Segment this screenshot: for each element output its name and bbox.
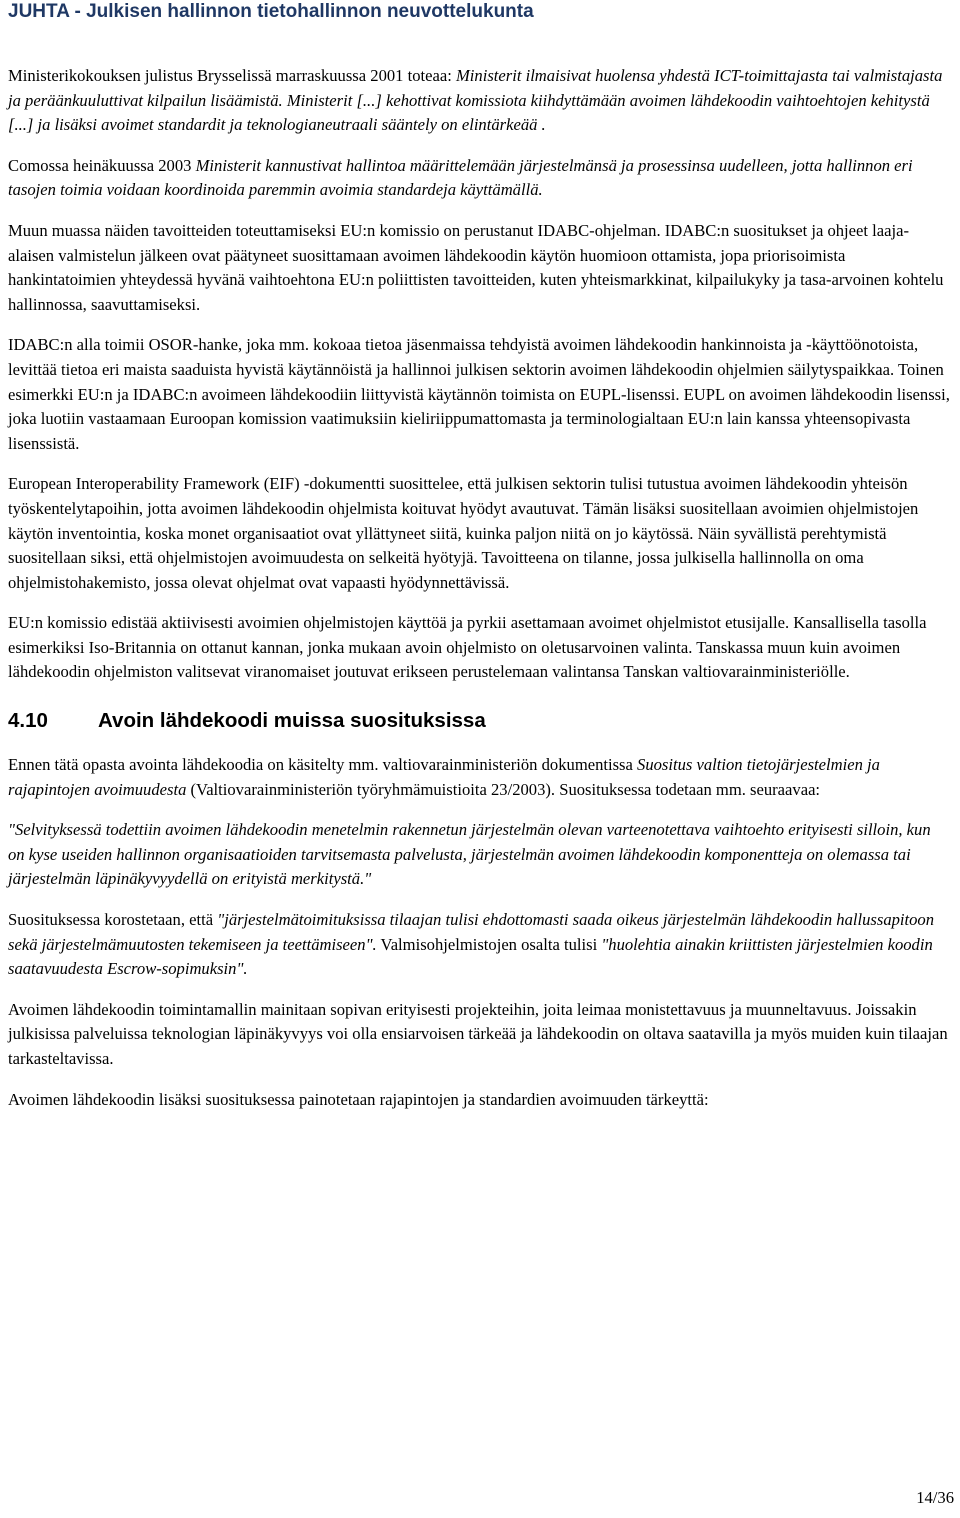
- paragraph-eu-commission: EU:n komissio edistää aktiivisesti avoimien ohjelmistojen käyttöä ja pyrkii asettamaan avoimet ohjelmistot etusijalle. Kansallisella tasolla esimerkiksi Iso-Britannia on ottanut kannan, jonka mukaan avoin ohjelmisto on oletusarvoinen valinta. Tanskassa muun kuin avoimen lähdekoodin ohjelmiston valitsevat viranomaiset joutuvat erikseen perustelemaan valintansa Tanskan valtiovarainministeriölle.: [8, 613, 927, 682]
- paragraph-como-2003: [8, 154, 950, 203]
- paragraph-eif: European Interoperability Framework (EIF) -dokumentti suosittelee, että julkisen sektorin tulisi tutustua avoimen lähdekoodin yhteisön työskentelytapoihin, jotta avoimen lähdekoodin ohjelmista koituvat hyödyt avautuvat. Tämän lisäksi suositellaan avoimien ohjelmistojen käytön inventointia, koska monet organisaatiot ovat yllättyneet siitä, kuinka paljon niitä on jo käytössä. Näin syvällistä perehtymistä suositellaan siksi, että ohjelmistojen avoimuudesta on selkeitä hyötyjä. Tavoitteena on tilanne, jossa julkisella hallinnolla on oma ohjelmistohakemisto, jossa olevat ohjelmat ovat vapaasti hyödynnettävissä.: [8, 474, 919, 592]
- paragraph-osor: IDABC:n alla toimii OSOR-hanke, joka mm. kokoaa tietoa jäsenmaissa tehdyistä avoimen lähdekoodin hankinnoista ja -käyttöönotoista, levittää tietoa eri maista saaduista hyvistä käytännöistä ja hallinnoi julkisen sektorin avoimen lähdekoodin ohjelmien säilytyspaikkaa. Toinen esimerkki EU:n ja IDABC:n avoimeen lähdekoodiin liittyvistä käytännön toimista on EUPL-lisenssi. EUPL on avoimen lähdekoodin lisenssi, joka luotiin vastaamaan Euroopan komission vaatimuksiin kieliriippumattomasta ja terminologialtaan EU:n lain kanssa yhteensopivasta lisenssistä.: [8, 335, 950, 453]
- paragraph-operating-model: Avoimen lähdekoodin toimintamallin mainitaan sopivan erityisesti projekteihin, joita leimaa monistettavuus ja muunneltavuus. Joissakin julkisissa palveluissa teknologian läpinäkyvyys voi olla ensiarvoisen tärkeää ja lähdekoodin on oltava saatavilla ja myös muiden kuin tilaajan tarkasteltavissa.: [8, 999, 948, 1068]
- section-heading: [8, 707, 950, 735]
- document-body: [8, 64, 950, 1128]
- document-title-italic: Suositus valtion tietojärjestelmien ja rajapintojen avoimuudesta: [8, 755, 880, 799]
- paragraph-text: (Valtiovarainministeriön työryhmämuistioita 23/2003). Suosituksessa todetaan mm. seuraavaa:: [186, 779, 821, 799]
- paragraph-text: Ministerikokouksen julistus Brysselissä marraskuussa 2001 toteaa:: [8, 66, 456, 85]
- section-number: 4.10: [8, 709, 48, 733]
- paragraph-text: Comossa heinäkuussa 2003: [8, 155, 196, 175]
- paragraph-brussels-declaration: [8, 64, 950, 138]
- quoted-text: Ministerit kannustivat hallintoa määrittelemään järjestelmänsä ja prosessinsa uudelleen, jotta hallinnon eri tasojen toimia voidaan koordinoida paremmin avoimia standardeja käyttämällä.: [8, 155, 913, 200]
- paragraph-quotation: "Selvityksessä todettiin avoimen lähdekoodin menetelmin rakennetun järjestelmän olevan varteenotettava vaihtoehto erityisesti silloin, kun on kyse useiden hallinnon organisaatioiden tarvitsemasta palvelusta, järjestelmän avoimen lähdekoodin komponentteja on olemassa tai järjestelmän läpinäkyvyydellä on erityistä merkitystä.": [8, 820, 931, 889]
- paragraph-text: Valmisohjelmistojen osalta tulisi: [376, 934, 602, 954]
- quoted-text: "järjestelmätoimituksissa tilaajan tulisi ehdottomasti saada oikeus järjestelmän lähdekoodin hallussapitoon sekä järjestelmämuutosten tekemiseen ja teettämiseen".: [8, 910, 935, 954]
- section-title: Avoin lähdekoodi muissa suosituksissa: [98, 709, 486, 733]
- paragraph-emphasis: [8, 908, 950, 982]
- quoted-text: Ministerit ilmaisivat huolensa yhdestä ICT-toimittajasta tai valmistajasta ja peräänkuuluttivat kilpailun lisäämistä. Ministerit [...] kehottivat komissiota kiihdyttämään avoimen lähdekoodin vaihtoehtojen kehitystä [...] ja lisäksi avoimet standardit ja teknologianeutraali sääntely on elintärkeää .: [8, 66, 943, 135]
- paragraph-text: Ennen tätä opasta avointa lähdekoodia on käsitelty mm. valtiovarainministeriön dokumentissa: [8, 755, 638, 775]
- document-header-title: JUHTA - Julkisen hallinnon tietohallinnon neuvottelukunta: [8, 1, 534, 22]
- page-number: 14/36: [916, 1488, 954, 1507]
- paragraph-recommendation-intro: [8, 753, 950, 802]
- paragraph-text: Suosituksessa korostetaan, että: [8, 910, 218, 930]
- paragraph-interfaces: Avoimen lähdekoodin lisäksi suosituksessa painotetaan rajapintojen ja standardien avoimuuden tärkeyttä:: [8, 1089, 709, 1109]
- quoted-text: "huolehtia ainakin kriittisten järjestelmien koodin saatavuudesta Escrow-sopimuksin".: [8, 934, 933, 979]
- paragraph-idabc: Muun muassa näiden tavoitteiden toteuttamiseksi EU:n komissio on perustanut IDABC-ohjelman. IDABC:n suositukset ja ohjeet laaja-alaisen valmistelun jälkeen ovat päätyneet suosittamaan avoimen lähdekoodin käytön huomioon ottamista, jopa priorisoimista hankintatoimien yhteydessä hyvänä vaihtoehtona EU:n poliittisten tavoitteiden, kuten yhteismarkkinat, kilpailukyky ja tasa-arvoinen kohtelu hallinnossa, saavuttamiseksi.: [8, 220, 944, 314]
